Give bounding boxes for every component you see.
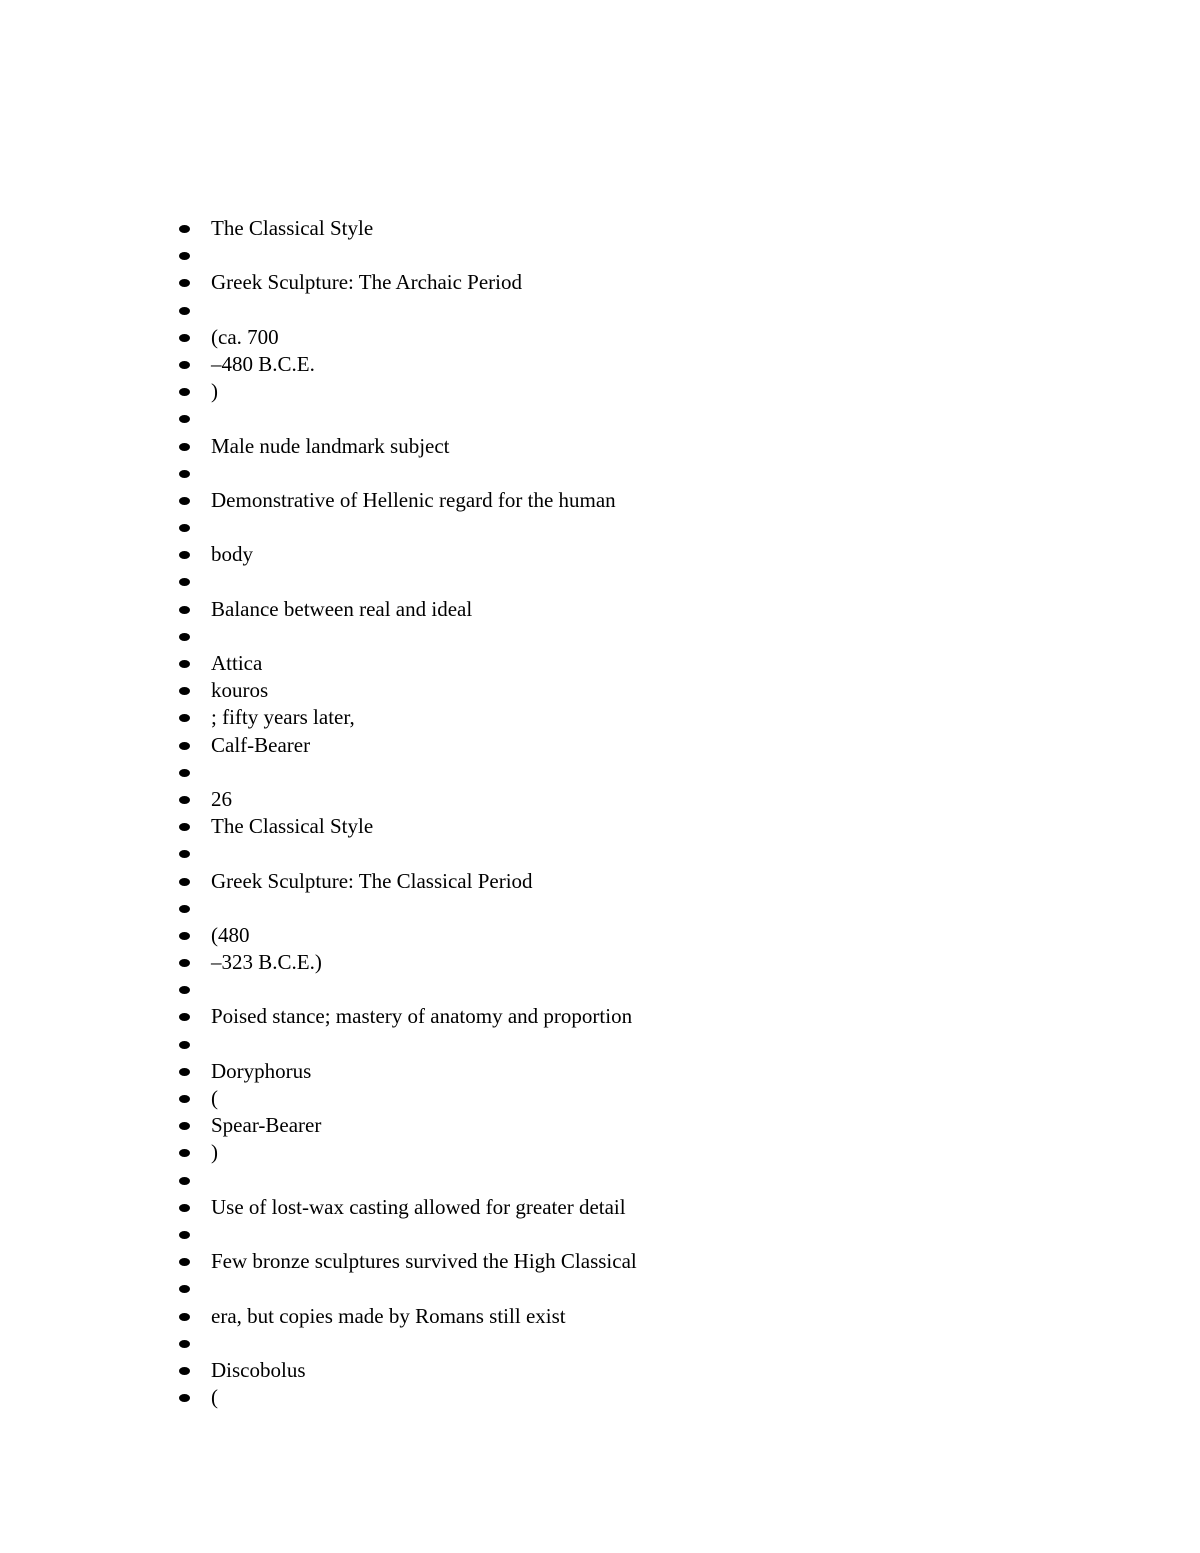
bullet-icon (179, 334, 190, 342)
list-item-text: The Classical Style (211, 216, 374, 240)
bullet-icon (179, 1313, 190, 1321)
bullet-icon (179, 252, 190, 260)
list-item-text: Few bronze sculptures survived the High Classical (211, 1249, 637, 1274)
bullet-icon (179, 551, 190, 559)
bullet-icon (179, 1122, 190, 1130)
bullet-icon (179, 1367, 190, 1375)
bullet-icon (179, 1204, 190, 1212)
list-item-text: –323 B.C.E.) (211, 950, 322, 975)
list-item-text: Spear-Bearer (211, 1113, 322, 1138)
bullet-icon (179, 1285, 190, 1293)
list-item-text: kouros (211, 678, 269, 703)
list-item-text: 26 (211, 786, 232, 811)
list-item-text: Calf-Bearer (211, 732, 311, 757)
list-item-text: ; fifty years later, (211, 705, 355, 730)
bullet-icon (179, 225, 190, 233)
list-item-text: Balance between real and ideal (211, 596, 473, 621)
list-item-text: Greek Sculpture: The Classical Period (211, 868, 533, 893)
bullet-icon (179, 361, 190, 369)
bullet-icon (179, 307, 190, 315)
bullet-icon (179, 878, 190, 886)
bullet-icon (179, 823, 190, 831)
list-item-text: ) (211, 379, 218, 404)
list-item-text: –480 B.C.E. (211, 351, 315, 376)
list-item-text: Discobolus (211, 1357, 306, 1382)
bullet-icon (179, 796, 190, 804)
bullet-icon (179, 1068, 190, 1076)
list-item-text: Male nude landmark subject (211, 433, 450, 458)
list-item-text: (ca. 700 (211, 324, 279, 349)
bullet-icon (179, 959, 190, 967)
list-item-text: Attica (211, 651, 263, 675)
bullet-icon (179, 986, 190, 994)
list-item-text: (480 (211, 922, 250, 947)
bullet-icon (179, 660, 190, 668)
list-item-text: ) (211, 1140, 218, 1165)
list-item-text: ( (211, 1086, 218, 1110)
list-item-text: Demonstrative of Hellenic regard for the human (211, 487, 616, 512)
bullet-icon (179, 769, 190, 777)
bullet-icon (179, 932, 190, 940)
list-item-text: ( (211, 1385, 218, 1410)
bullet-icon (179, 1258, 190, 1266)
bullet-icon (179, 443, 190, 451)
list-item-text: The Classical Style (211, 814, 374, 839)
bullet-icon (179, 850, 190, 858)
list-item-text: era, but copies made by Romans still exist (211, 1303, 566, 1328)
bullet-icon (179, 578, 190, 586)
bullet-icon (179, 1340, 190, 1348)
list-item-text: Greek Sculpture: The Archaic Period (211, 270, 523, 295)
bullet-icon (179, 1149, 190, 1157)
list-item-text: Poised stance; mastery of anatomy and proportion (211, 1004, 633, 1029)
bullet-icon (179, 905, 190, 913)
bullet-icon (179, 524, 190, 532)
list-item-text: Doryphorus (211, 1058, 312, 1083)
bullet-icon (179, 1013, 190, 1021)
bullet-icon (179, 497, 190, 505)
bullet-icon (179, 606, 190, 614)
bullet-icon (179, 388, 190, 396)
bullet-icon (179, 1177, 190, 1185)
bullet-icon (179, 1394, 190, 1402)
list-item-text: body (211, 542, 253, 567)
bullet-icon (179, 1231, 190, 1239)
bullet-icon (179, 687, 190, 695)
bullet-icon (179, 714, 190, 722)
bullet-icon (179, 633, 190, 641)
bullet-icon (179, 279, 190, 287)
bullet-icon (179, 1095, 190, 1103)
list-item-text: Use of lost-wax casting allowed for greater detail (211, 1194, 626, 1219)
bullet-icon (179, 1041, 190, 1049)
bullet-icon (179, 742, 190, 750)
bullet-icon (179, 415, 190, 423)
bullet-icon (179, 470, 190, 478)
